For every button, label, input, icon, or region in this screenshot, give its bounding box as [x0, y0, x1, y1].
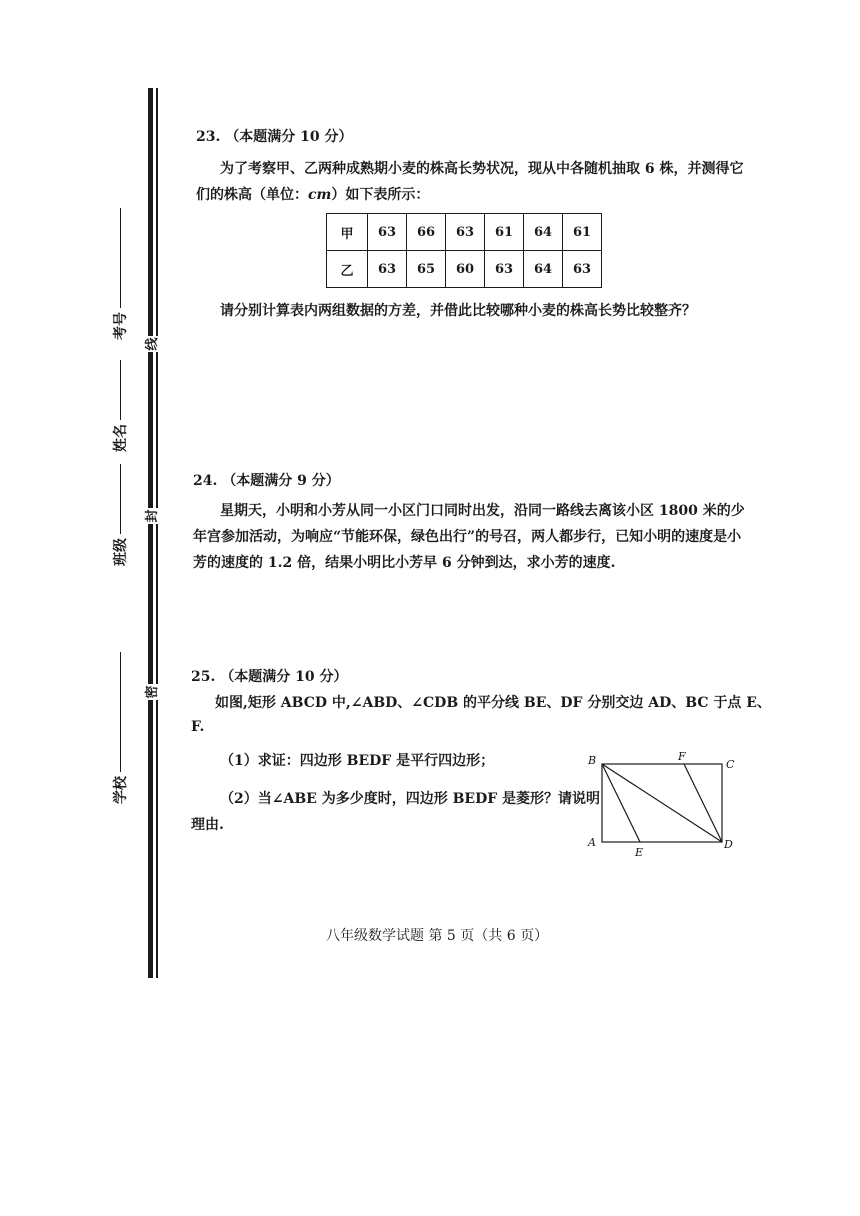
- q24-line2: 年宫参加活动，为响应“节能环保，绿色出行”的号召，两人都步行，已知小明的速度是小: [193, 529, 742, 545]
- row-label-jia: 甲: [327, 214, 368, 251]
- row-label-yi: 乙: [327, 251, 368, 288]
- table-row: [327, 214, 602, 251]
- table-cell: 63: [563, 251, 602, 288]
- q25-part2: （2）当∠ABE 为多少度时，四边形 BEDF 是菱形？请说明: [220, 791, 601, 807]
- school-label: 学校: [110, 652, 130, 804]
- q23-heading: 23. （本题满分 10 分）: [196, 129, 353, 145]
- exam-number-label: 考号: [110, 208, 130, 340]
- q25-heading: 25. （本题满分 10 分）: [191, 669, 348, 685]
- label-e: E: [635, 846, 644, 859]
- q24-line1: 星期天，小明和小芳从同一小区门口同时出发，沿同一路线去离该小区 1800 米的少: [220, 503, 745, 519]
- table-cell: 63: [485, 251, 524, 288]
- table-cell: 61: [563, 214, 602, 251]
- table-cell: 63: [368, 214, 407, 251]
- label-b: B: [588, 754, 597, 767]
- q23-line2: 们的株高（单位：cm）如下表所示：: [196, 187, 430, 203]
- q25-line2: F.: [191, 719, 205, 735]
- q23-question: 请分别计算表内两组数据的方差，并借此比较哪种小麦的株高长势比较整齐？: [220, 303, 696, 319]
- table-cell: 63: [368, 251, 407, 288]
- class-label: 班级: [110, 464, 130, 566]
- q23-line1: 为了考察甲、乙两种成熟期小麦的株高长势状况，现从中各随机抽取 6 株，并测得它: [220, 161, 744, 177]
- page-footer: 八年级数学试题 第 5 页（共 6 页）: [326, 928, 549, 944]
- table-cell: 66: [407, 214, 446, 251]
- seal-char-xian: 线: [145, 337, 160, 351]
- q25-line1: 如图,矩形 ABCD 中,∠ABD、∠CDB 的平分线 BE、DF 分别交边 AD、BC 于点 E、: [215, 695, 771, 711]
- q24-heading: 24. （本题满分 9 分）: [193, 473, 340, 489]
- q25-part1: （1）求证：四边形 BEDF 是平行四边形；: [220, 753, 495, 769]
- q25-part2-cont: 理由.: [191, 817, 224, 833]
- seal-char-mi: 密: [145, 685, 160, 699]
- table-cell: 60: [446, 251, 485, 288]
- table-cell: 61: [485, 214, 524, 251]
- name-label: 姓名: [110, 360, 130, 452]
- q24-line3: 芳的速度的 1.2 倍，结果小明比小芳早 6 分钟到达，求小芳的速度.: [193, 555, 616, 571]
- diagonal-bd: [602, 764, 722, 842]
- table-cell: 63: [446, 214, 485, 251]
- binding-line-thin: [156, 88, 158, 978]
- label-a: A: [588, 836, 596, 849]
- rectangle-figure: [580, 748, 740, 860]
- label-c: C: [726, 758, 735, 771]
- table-row: [327, 251, 602, 288]
- binding-line-thick: [148, 88, 153, 978]
- height-table: [326, 213, 602, 288]
- table-cell: 65: [407, 251, 446, 288]
- table-cell: 64: [524, 251, 563, 288]
- label-f: F: [678, 750, 686, 763]
- table-cell: 64: [524, 214, 563, 251]
- label-d: D: [724, 838, 733, 851]
- seal-char-feng: 封: [145, 509, 160, 523]
